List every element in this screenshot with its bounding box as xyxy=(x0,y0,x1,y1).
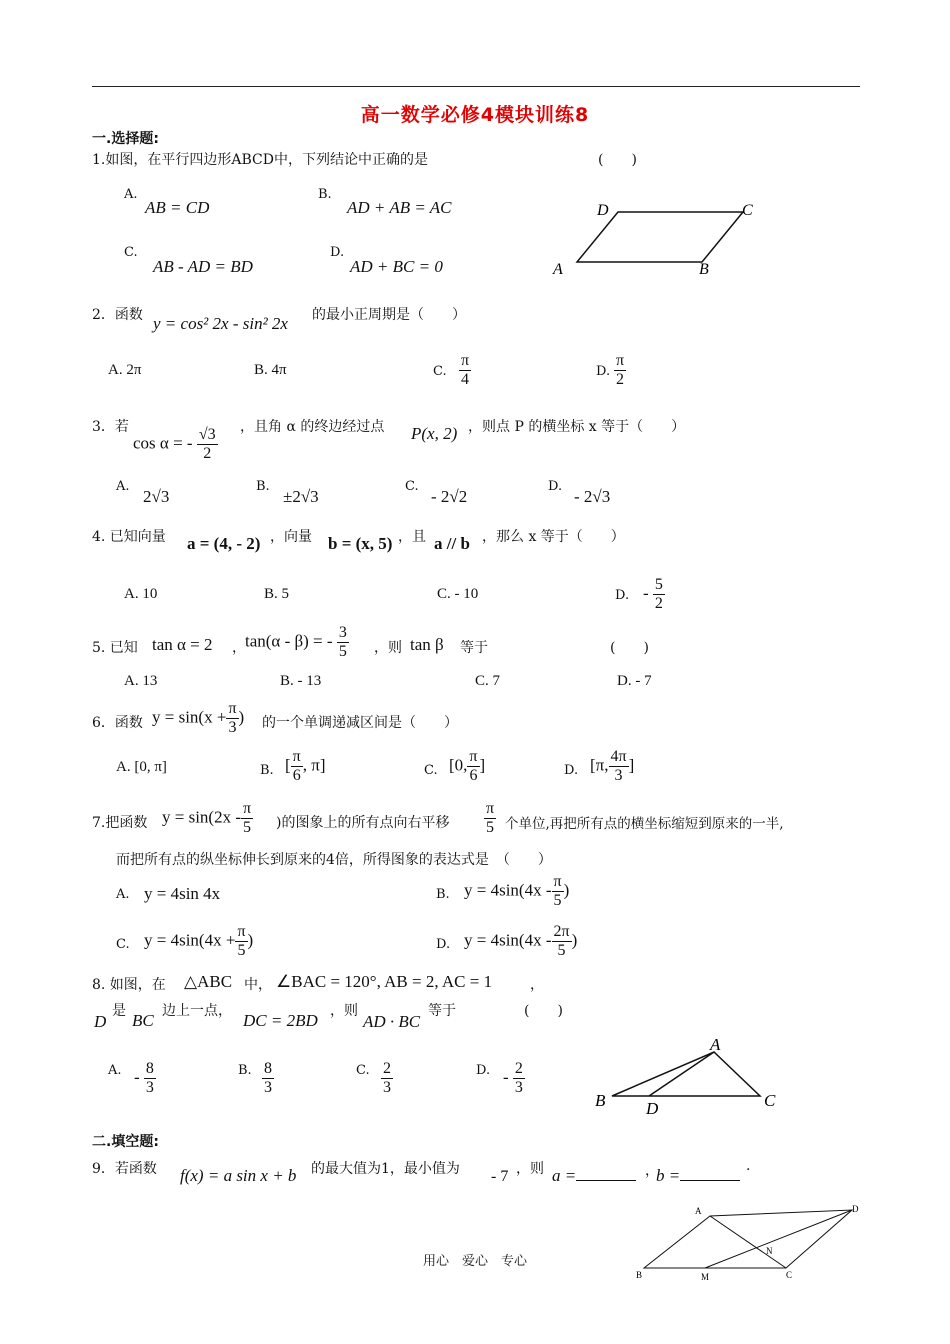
q6-post: 的一个单调递减区间是（ ） xyxy=(262,715,458,731)
section-choice-heading: 一.选择题: xyxy=(92,131,159,147)
q3-den: 2 xyxy=(203,445,212,462)
q8-conditions: ∠BAC = 120°, AB = 2, AC = 1 xyxy=(276,972,493,991)
q4-d-den: 2 xyxy=(654,595,663,612)
page-footer: 用心 爱心 专心 xyxy=(422,1254,527,1269)
parallelogram-shape xyxy=(577,212,743,262)
fig3-label-n: N xyxy=(766,1246,773,1256)
q6-d-l: [π, xyxy=(590,755,609,775)
q3-option-d-label: D. xyxy=(548,479,563,494)
q1-text: 1.如图，在平行四边形ABCD中，下列结论中正确的是 xyxy=(92,152,428,168)
q2-d-num: π xyxy=(616,352,625,369)
q7-option-a: y = 4sin 4x xyxy=(144,884,221,903)
q3-option-d: - 2√3 xyxy=(574,487,611,506)
q8-comma: ， xyxy=(530,977,544,993)
q8-post: 等于 xyxy=(428,1003,456,1019)
q7-option-b xyxy=(464,873,569,910)
q7-b-v: y = 4sin(4x - xyxy=(464,880,552,900)
q7-pre: 7.把函数 xyxy=(92,815,148,831)
q5-paren: ( ) xyxy=(610,640,649,656)
q2-option-c-label: C. xyxy=(433,364,447,379)
q6-option-c-label: C. xyxy=(424,763,438,778)
q6-option-b-label: B. xyxy=(260,763,274,778)
q6-c-num: π xyxy=(469,748,478,765)
q7-option-a-label: A. xyxy=(116,887,130,902)
q5-mid: ，则 xyxy=(374,640,402,656)
q2-c-den: 4 xyxy=(461,371,470,388)
q8-pre: 8. 如图，在 xyxy=(92,977,166,993)
q7-expr xyxy=(162,800,253,837)
q8-d-den: 3 xyxy=(514,1079,523,1096)
fig2-label-a: A xyxy=(710,1035,721,1054)
q5-e2-lhs: tan(α - β) = - xyxy=(245,631,333,651)
q9-a-label: a = xyxy=(552,1166,577,1185)
q6-b-num: π xyxy=(292,748,301,765)
q9-mid2: ，则 xyxy=(516,1161,544,1177)
q8-c-den: 3 xyxy=(383,1079,391,1096)
q3-num: √3 xyxy=(198,426,216,443)
q7-post: 个单位,再把所有点的横坐标缩短到原来的一半, xyxy=(505,816,784,832)
q2-option-a: A. 2π xyxy=(108,362,142,378)
q5-option-a: A. 13 xyxy=(124,673,158,689)
q7-d-close: ) xyxy=(571,930,578,950)
q9-comma: ， xyxy=(645,1163,659,1179)
q5-option-c: C. 7 xyxy=(475,673,501,689)
q8-condition2: DC = 2BD xyxy=(243,1011,318,1030)
q6-close: ) xyxy=(238,707,245,727)
q8-c-num: 2 xyxy=(383,1060,391,1077)
q8-bc: BC xyxy=(132,1011,154,1030)
q2-d-den: 2 xyxy=(616,371,625,388)
q3-lhs: cos α = - xyxy=(133,433,193,453)
q8-b-den: 3 xyxy=(264,1079,272,1096)
q8-d-num: 2 xyxy=(514,1060,523,1077)
q7-num2: π xyxy=(486,800,495,817)
q3-mid: ，且角 α 的终边经过点 xyxy=(240,419,385,435)
q8-a-den: 3 xyxy=(145,1079,154,1096)
q1-option-a: AB = CD xyxy=(145,198,210,217)
q7-c-den: 5 xyxy=(237,942,246,959)
q1-paren: ( ) xyxy=(598,152,637,168)
q6-option-a: A. [0, π] xyxy=(116,759,167,775)
q7-num: π xyxy=(243,800,252,817)
q1-option-b: AD + AB = AC xyxy=(347,198,452,217)
q2-c-num: π xyxy=(461,352,470,369)
q6-option-d-label: D. xyxy=(564,763,579,778)
q3-pre: 3．若 xyxy=(92,419,129,435)
q9-b xyxy=(656,1166,740,1186)
q7-line2: 而把所有点的纵坐标伸长到原来的4倍，所得图象的表达式是 （ ） xyxy=(116,852,552,868)
fig3-label-c: C xyxy=(786,1270,793,1280)
q1-option-d: AD + BC = 0 xyxy=(350,257,443,276)
q3-option-a: 2√3 xyxy=(143,487,170,506)
q2-option-d xyxy=(614,352,626,389)
q7-d-v: y = 4sin(4x - xyxy=(464,930,552,950)
q8-option-d-label: D. xyxy=(476,1063,491,1078)
q7-option-b-label: B. xyxy=(436,887,450,902)
q7-option-c-label: C. xyxy=(116,937,130,952)
q7-option-d xyxy=(464,923,577,960)
q4-option-a: A. 10 xyxy=(124,586,158,602)
q4-option-b: B. 5 xyxy=(264,586,290,602)
q6-b-den: 6 xyxy=(292,767,301,784)
quadrilateral-figure xyxy=(630,1202,866,1286)
q5-expr3: tan β xyxy=(410,635,444,654)
q6-num: π xyxy=(228,700,237,717)
q6-c-r: ] xyxy=(479,755,486,775)
fig1-label-b: B xyxy=(699,261,709,278)
q8-d-sign: - xyxy=(503,1067,509,1087)
q6-expr-lhs: y = sin(x + xyxy=(152,707,227,727)
q4-vector-a: a = (4, - 2) xyxy=(187,534,261,553)
q6-option-c xyxy=(449,748,485,785)
q8-a-sign: - xyxy=(134,1067,140,1087)
q5-expr1: tan α = 2 xyxy=(152,635,213,654)
q7-shift xyxy=(484,800,496,837)
q4-pre: 4. 已知向量 xyxy=(92,529,166,545)
fig3-label-m: M xyxy=(701,1272,710,1282)
q4-d-sign: - xyxy=(643,583,649,603)
q7-d-num: 2π xyxy=(553,923,570,940)
q2-option-b: B. 4π xyxy=(254,362,287,378)
q7-b-den: 5 xyxy=(553,892,562,909)
q4-mid1: ，向量 xyxy=(270,529,312,545)
q6-option-d xyxy=(590,748,634,785)
q9-expr: f(x) = a sin x + b xyxy=(180,1166,297,1185)
q9-pre: 9．若函数 xyxy=(92,1161,157,1177)
q8-option-d xyxy=(503,1060,525,1097)
q6-den: 3 xyxy=(228,719,237,736)
q9-b-label: b = xyxy=(656,1166,681,1185)
q5-option-d: D. - 7 xyxy=(617,673,652,689)
q2-post: 的最小正周期是（ ） xyxy=(312,307,466,323)
fig2-label-c: C xyxy=(764,1091,776,1110)
q3-option-a-label: A. xyxy=(116,479,130,494)
q7-c-close: ) xyxy=(247,930,254,950)
q3-point: P(x, 2) xyxy=(411,424,458,443)
q7-mid: )的图象上的所有点向右平移 xyxy=(276,815,450,831)
q3-option-b: ±2√3 xyxy=(283,487,319,506)
fig1-label-a: A xyxy=(553,261,563,278)
q6-c-den: 6 xyxy=(469,767,478,784)
q4-d-num: 5 xyxy=(654,576,663,593)
q7-d-den: 5 xyxy=(557,942,566,959)
q8-edge-text: 边上一点， xyxy=(162,1003,232,1019)
q6-expr xyxy=(152,700,244,737)
q9-mid: 的最大值为1，最小值为 xyxy=(311,1161,460,1177)
fig1-label-c: C xyxy=(742,202,753,219)
fig1-label-d: D xyxy=(597,202,609,219)
q8-option-b xyxy=(262,1060,274,1097)
q2-option-d-label: D. xyxy=(596,364,611,379)
q7-den2: 5 xyxy=(486,819,495,836)
q8-option-c xyxy=(381,1060,393,1097)
q2-option-c xyxy=(459,352,471,389)
q5-num: 3 xyxy=(338,624,347,641)
q3-option-b-label: B. xyxy=(256,479,270,494)
q2-expr: y = cos² 2x - sin² 2x xyxy=(153,314,288,333)
q8-paren: ( ) xyxy=(524,1003,563,1019)
q4-mid2: ，且 xyxy=(398,529,426,545)
q3-option-c-label: C. xyxy=(405,479,419,494)
q8-ze: ，则 xyxy=(330,1003,358,1019)
q1-option-a-label: A. xyxy=(124,187,138,202)
fig3-label-a: A xyxy=(695,1206,702,1216)
fig2-label-d: D xyxy=(646,1099,659,1118)
q7-option-d-label: D. xyxy=(436,937,451,952)
q9-min-value: - 7 xyxy=(491,1168,509,1185)
fig3-label-b: B xyxy=(636,1270,643,1280)
q5-sep: ， xyxy=(232,640,246,656)
q7-den: 5 xyxy=(243,819,252,836)
page-title: 高一数学必修4模块训练8 xyxy=(360,104,590,126)
q4-vector-b: b = (x, 5) xyxy=(328,534,393,553)
parallelogram-figure xyxy=(545,198,765,283)
header-rule xyxy=(92,86,860,87)
q7-b-close: ) xyxy=(563,880,570,900)
q5-post: 等于 xyxy=(460,640,488,656)
triangle-figure xyxy=(590,1030,790,1120)
q9-blank-a[interactable] xyxy=(576,1168,636,1181)
q5-den: 5 xyxy=(338,643,347,660)
q8-triangle: △ABC xyxy=(184,972,233,991)
q4-parallel: a // b xyxy=(434,534,470,553)
q1-option-c-label: C. xyxy=(124,245,138,260)
q9-end: . xyxy=(746,1158,751,1174)
q6-d-den: 3 xyxy=(614,767,623,784)
q1-option-b-label: B. xyxy=(318,187,332,202)
fig2-label-b: B xyxy=(595,1091,606,1110)
q4-option-c: C. - 10 xyxy=(437,586,479,602)
q6-option-b xyxy=(285,748,326,785)
q6-c-l: [0, xyxy=(449,755,468,775)
q8-point-d: D xyxy=(94,1012,107,1031)
q9-blank-b[interactable] xyxy=(680,1168,740,1181)
q6-pre: 6．函数 xyxy=(92,715,143,731)
q4-option-d-label: D. xyxy=(615,588,630,603)
q8-mid: 中， xyxy=(244,977,272,993)
q8-b-num: 8 xyxy=(264,1060,272,1077)
q8-option-a xyxy=(134,1060,156,1097)
q3-post: ，则点 P 的横坐标 x 等于（ ） xyxy=(468,419,686,435)
q1-option-c: AB - AD = BD xyxy=(153,257,253,276)
section-fill-heading: 二.填空题: xyxy=(92,1134,159,1150)
q8-dot-product: AD · BC xyxy=(363,1012,421,1031)
q3-expr xyxy=(133,426,218,463)
q7-b-num: π xyxy=(553,873,562,890)
q6-b-r: , π] xyxy=(302,755,326,775)
q5-option-b: B. - 13 xyxy=(280,673,322,689)
q2-pre: 2．函数 xyxy=(92,307,143,323)
q4-option-d xyxy=(643,576,665,613)
q8-a-num: 8 xyxy=(145,1060,154,1077)
segment-ad xyxy=(649,1052,714,1096)
q8-shi: 是 xyxy=(112,1003,126,1019)
q8-option-b-label: B. xyxy=(238,1063,252,1078)
q1-option-d-label: D. xyxy=(330,245,345,260)
q4-post: ，那么 x 等于（ ） xyxy=(482,529,625,545)
q6-b-l: [ xyxy=(285,755,291,775)
q7-expr-lhs: y = sin(2x - xyxy=(162,807,241,827)
q5-pre: 5. 已知 xyxy=(92,640,138,656)
triangle-abc xyxy=(612,1052,760,1096)
q5-expr2 xyxy=(245,624,349,661)
q7-option-c xyxy=(144,923,253,960)
q7-c-v: y = 4sin(4x + xyxy=(144,930,236,950)
q9-a xyxy=(552,1166,636,1186)
q8-option-c-label: C. xyxy=(356,1063,370,1078)
q6-d-num: 4π xyxy=(610,748,627,765)
q8-option-a-label: A. xyxy=(108,1063,122,1078)
q3-option-c: - 2√2 xyxy=(431,487,468,506)
q7-c-num: π xyxy=(237,923,246,940)
q6-d-r: ] xyxy=(628,755,635,775)
fig3-label-d: D xyxy=(852,1204,859,1214)
